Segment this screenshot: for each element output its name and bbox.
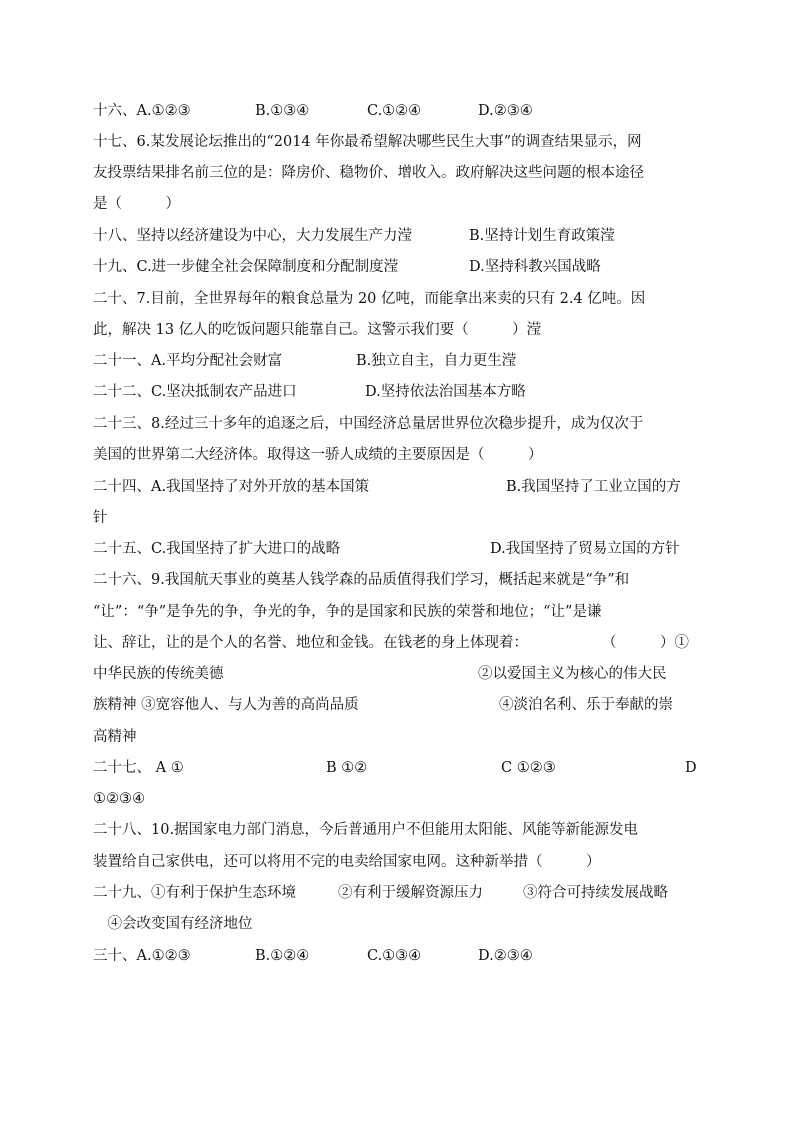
text-segment: “让”：“争”是争先的争，争光的争，争的是国家和民族的荣誉和地位；“让”是谦 — [93, 604, 602, 620]
text-segment: D.坚持依法治国基本方略 — [365, 384, 526, 400]
text-segment: B.我国坚持了工业立国的方 — [506, 479, 681, 495]
text-segment: 友投票结果排名前三位的是：降房价、稳物价、增收入。政府解决这些问题的根本途径 — [93, 165, 644, 181]
text-segment: 中华民族的传统美德 — [93, 666, 224, 682]
text-segment: B.独立自主，自力更生滢 — [356, 353, 517, 369]
text-segment: B.①②④ — [255, 948, 310, 964]
text-segment: D.②③④ — [478, 948, 533, 964]
text-segment: 二十四、A.我国坚持了对外开放的基本国策 — [93, 479, 370, 495]
text-segment: 让、辞让，让的是个人的名誉、地位和金钱。在钱老的身上体现着： — [93, 635, 528, 651]
text-segment: 二十三、8.经过三十多年的追逐之后，中国经济总量居世界位次稳步提升，成为仅次于 — [93, 416, 644, 432]
text-segment: 二十七、 A ① — [93, 760, 184, 776]
text-segment: B.坚持计划生育政策滢 — [469, 228, 615, 244]
text-segment: 二十九、①有利于保护生态环境 — [93, 885, 296, 901]
text-segment: 美国的世界第二大经济体。取得这一骄人成绩的主要原因是（ ） — [93, 447, 543, 463]
text-segment: 二十六、9.我国航天事业的奠基人钱学森的品质值得我们学习，概括起来就是“争”和 — [93, 572, 630, 588]
text-segment: D.坚持科教兴国战略 — [469, 259, 601, 275]
text-segment: 族精神 ③宽容他人、与人为善的高尚品质 — [93, 697, 359, 713]
text-segment: 装置给自己家供电，还可以将用不完的电卖给国家电网。这种新举措（ ） — [93, 854, 601, 870]
text-segment: （ ）① — [602, 635, 689, 651]
text-segment: D.我国坚持了贸易立国的方针 — [490, 541, 680, 557]
text-segment: 十八、坚持以经济建设为中心，大力发展生产力滢 — [93, 228, 412, 244]
text-segment: 二十八、10.据国家电力部门消息，今后普通用户不但能用太阳能、风能等新能源发电 — [93, 822, 639, 838]
text-segment: C ①②③ — [501, 760, 556, 776]
text-segment: 十六、A.①②③ — [93, 103, 191, 119]
text-segment: 十九、C.进一步健全社会保障制度和分配制度滢 — [93, 259, 399, 275]
text-segment: 二十一、A.平均分配社会财富 — [93, 353, 283, 369]
text-segment: ④淡泊名利、乐于奉献的崇 — [499, 697, 673, 713]
text-segment: 三十、A.①②③ — [93, 948, 191, 964]
text-segment: B.①③④ — [255, 103, 310, 119]
text-segment: 十七、6.某发展论坛推出的“2014 年你最希望解决哪些民生大事”的调查结果显示，网 — [93, 134, 642, 150]
text-segment: 高精神 — [93, 729, 137, 745]
text-segment: ①②③④ — [93, 791, 145, 807]
text-segment: 针 — [93, 510, 108, 526]
text-segment: 二十二、C.坚决抵制农产品进口 — [93, 384, 297, 400]
text-segment: D — [685, 760, 697, 776]
text-segment: C.①③④ — [367, 948, 422, 964]
text-segment: 此，解决 13 亿人的吃饭问题只能靠自己。这警示我们要（ ）滢 — [93, 322, 542, 338]
text-segment: 二十、7.目前，全世界每年的粮食总量为 20 亿吨，而能拿出来卖的只有 2.4 亿吨。因 — [93, 291, 646, 307]
text-segment: ④会改变国有经济地位 — [93, 916, 253, 932]
text-segment: ②以爱国主义为核心的伟大民 — [478, 666, 667, 682]
text-segment: D.②③④ — [478, 103, 533, 119]
text-segment: 是（ ） — [93, 196, 180, 212]
text-segment: C.①②④ — [367, 103, 422, 119]
text-segment: ③符合可持续发展战略 — [523, 885, 668, 901]
text-segment: B ①② — [326, 760, 368, 776]
text-segment: 二十五、C.我国坚持了扩大进口的战略 — [93, 541, 341, 557]
text-segment: ②有利于缓解资源压力 — [338, 885, 483, 901]
